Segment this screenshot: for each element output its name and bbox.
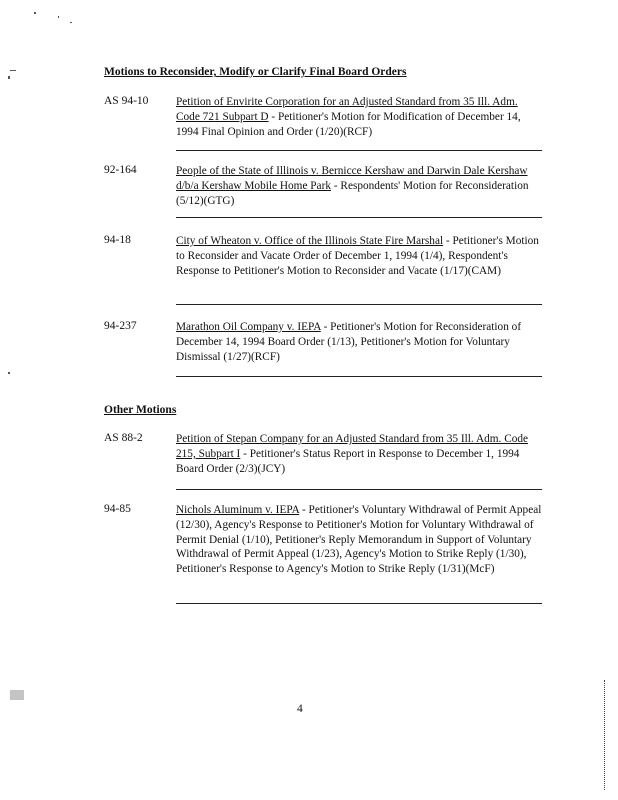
- case-title: Petition of Stepan Company for an Adjusted Standard from 35 Ill. Adm. Code 215, Subpart I: [176, 433, 529, 460]
- scan-speck: [70, 22, 72, 23]
- docket-number: AS 88-2: [104, 432, 143, 444]
- entry-description: [176, 503, 544, 577]
- scan-speck: [10, 70, 16, 71]
- entry-description: [176, 320, 544, 364]
- motion-text: - Respondents' Motion for Reconsideration (5/12)(GTG): [176, 179, 529, 207]
- separator-rule: [176, 489, 542, 490]
- motion-text: - Petitioner's Motion to Reconsider and Vacate Order of December 1, 1994 (1/4), Respondent's Response to Petitioner's Motion to Reconsider and Vacate (1/17)(CAM): [176, 235, 539, 277]
- motion-text: - Petitioner's Voluntary Withdrawal of Permit Appeal (12/30), Agency's Response to Petitioner's Motion for Voluntary Withdrawal of Permit Denial (1/10), Petitioner's Reply Memorandum in Support of Voluntary Withdrawal of Permit Appeal (1/23), Agency's Motion to Strike Reply (1/30), Petitioner's Response to Agency's Motion to Strike Reply (1/31)(McF): [176, 504, 542, 576]
- case-title: People of the State of Illinois v. Bernicce Kershaw and Darwin Dale Kershaw d/b/a Kershaw Mobile Home Park: [176, 165, 528, 192]
- scan-speck: [8, 372, 10, 374]
- case-title: City of Wheaton v. Office of the Illinois State Fire Marshal: [176, 235, 444, 247]
- docket-number: 94-237: [104, 320, 137, 332]
- scan-speck: [34, 12, 36, 14]
- separator-rule: [176, 304, 542, 305]
- section-heading-reconsider: Motions to Reconsider, Modify or Clarify Final Board Orders: [104, 66, 407, 78]
- scan-speck: [58, 16, 59, 18]
- docket-number: 92-164: [104, 164, 137, 176]
- page-number: 4: [297, 703, 303, 715]
- scan-edge: [604, 680, 606, 790]
- case-title: Petition of Envirite Corporation for an Adjusted Standard from 35 Ill. Adm. Code 721 Subpart D: [176, 96, 518, 123]
- docket-number: AS 94-10: [104, 95, 149, 107]
- motion-text: - Petitioner's Motion for Modification of December 14, 1994 Final Opinion and Order (1/20)(RCF): [176, 110, 521, 138]
- entry-description: [176, 95, 544, 139]
- separator-rule: [176, 603, 542, 604]
- separator-rule: [176, 376, 542, 377]
- entry-description: [176, 432, 544, 476]
- entry-description: [176, 164, 544, 208]
- separator-rule: [176, 217, 542, 218]
- motion-text: - Petitioner's Motion for Reconsideration of December 14, 1994 Board Order (1/13), Petitioner's Motion for Voluntary Dismissal (1/27)(RCF): [176, 321, 522, 363]
- scan-speck: [10, 690, 24, 700]
- section-heading-other: Other Motions: [104, 404, 177, 416]
- motion-text: - Petitioner's Status Report in Response to December 1, 1994 Board Order (2/3)(JCY): [176, 447, 520, 475]
- separator-rule: [176, 150, 542, 151]
- case-title: Nichols Aluminum v. IEPA: [176, 504, 300, 516]
- case-title: Marathon Oil Company v. IEPA: [176, 321, 321, 333]
- scan-speck: [8, 76, 10, 79]
- docket-number: 94-85: [104, 503, 131, 515]
- docket-number: 94-18: [104, 234, 131, 246]
- entry-description: [176, 234, 544, 278]
